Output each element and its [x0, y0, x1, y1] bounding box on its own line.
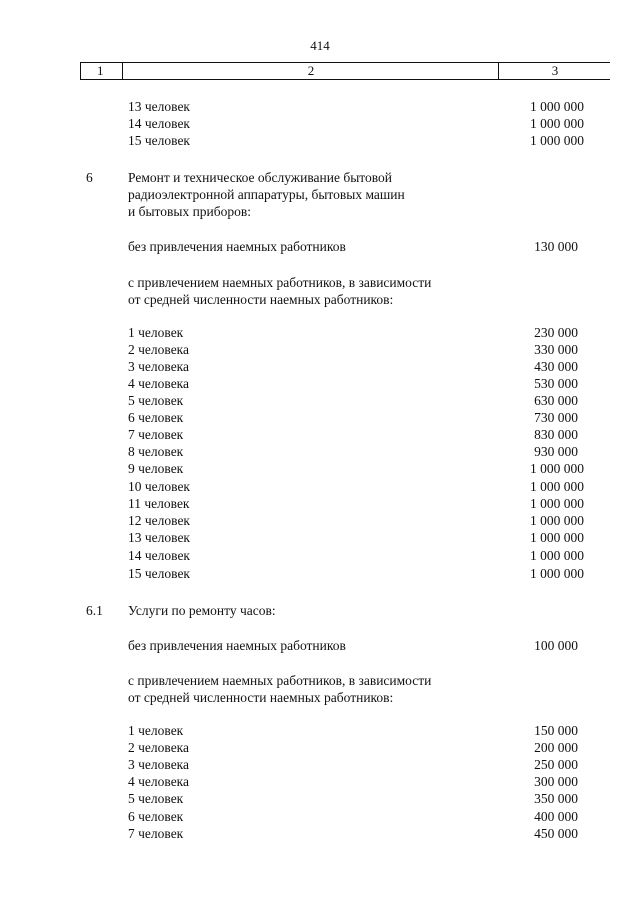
row-value: 1 000 000 [530, 461, 584, 476]
row-value: 1 000 000 [530, 530, 584, 545]
row-label: 6 человек [128, 410, 184, 425]
row-value: 830 000 [534, 427, 578, 442]
table-row [0, 115, 640, 132]
table-row [0, 409, 640, 426]
row-value: 1 000 000 [530, 513, 584, 528]
row-value: 350 000 [534, 791, 578, 806]
row-label: 8 человек [128, 444, 184, 459]
row-value: 300 000 [534, 774, 578, 789]
table-row [0, 443, 640, 460]
row-value: 150 000 [534, 723, 578, 738]
row-value: 250 000 [534, 757, 578, 772]
table-row [0, 808, 640, 825]
table-row [0, 739, 640, 756]
row-label: 10 человек [128, 479, 190, 494]
section-6-title: Ремонт и техническое обслуживание бытовой [128, 170, 393, 185]
table-row [0, 358, 640, 375]
section-6-1-with-employees [0, 689, 640, 706]
row-value: 630 000 [534, 393, 578, 408]
table-row [0, 478, 640, 495]
row-label: 5 человек [128, 791, 184, 806]
table-row [0, 773, 640, 790]
page-number: 414 [310, 38, 330, 53]
without-employees-label: без привлечения наемных работников [128, 638, 346, 653]
row-value: 1 000 000 [530, 496, 584, 511]
without-employees-value: 130 000 [534, 239, 578, 254]
row-label: 14 человек [128, 116, 190, 131]
table-row [0, 722, 640, 739]
row-value: 400 000 [534, 809, 578, 824]
table-row [0, 375, 640, 392]
row-label: 15 человек [128, 133, 190, 148]
table-row [0, 98, 640, 115]
table-row [0, 392, 640, 409]
table-row [0, 825, 640, 842]
without-employees-value: 100 000 [534, 638, 578, 653]
section-6-number: 6 [86, 170, 93, 185]
row-value: 930 000 [534, 444, 578, 459]
section-6-title-line [0, 186, 640, 203]
row-label: 3 человека [128, 757, 190, 772]
row-label: 3 человека [128, 359, 190, 374]
table-row [0, 426, 640, 443]
table-row [0, 790, 640, 807]
row-label: 14 человек [128, 548, 190, 563]
column-1-header: 1 [80, 63, 122, 79]
section-6-1-title-line [0, 602, 640, 619]
row-label: 11 человек [128, 496, 190, 511]
row-label: 2 человека [128, 342, 190, 357]
row-value: 1 000 000 [530, 133, 584, 148]
table-row [0, 565, 640, 582]
row-label: 15 человек [128, 566, 190, 581]
section-6-with-employees [0, 274, 640, 291]
section-6-1-without-employees [0, 637, 640, 654]
row-value: 730 000 [534, 410, 578, 425]
section-6-without-employees [0, 238, 640, 255]
section-6-1-title: Услуги по ремонту часов: [128, 603, 276, 618]
row-label: 7 человек [128, 427, 184, 442]
row-label: 4 человека [128, 774, 190, 789]
section-6-title-line [0, 169, 640, 186]
row-label: 6 человек [128, 809, 184, 824]
row-label: 13 человек [128, 530, 190, 545]
row-value: 450 000 [534, 826, 578, 841]
with-employees-label: от средней численности наемных работников: [128, 292, 394, 307]
column-2-header: 2 [122, 63, 499, 79]
row-label: 13 человек [128, 99, 190, 114]
table-row [0, 512, 640, 529]
row-label: 12 человек [128, 513, 190, 528]
table-row [0, 460, 640, 477]
table-row [0, 341, 640, 358]
section-6-1-number: 6.1 [86, 603, 103, 618]
row-value: 530 000 [534, 376, 578, 391]
row-label: 4 человека [128, 376, 190, 391]
row-label: 9 человек [128, 461, 184, 476]
table-row [0, 132, 640, 149]
table-row [0, 324, 640, 341]
row-label: 2 человека [128, 740, 190, 755]
row-value: 200 000 [534, 740, 578, 755]
column-3-header: 3 [498, 63, 611, 79]
row-value: 430 000 [534, 359, 578, 374]
section-6-title-line [0, 203, 640, 220]
row-value: 330 000 [534, 342, 578, 357]
row-label: 5 человек [128, 393, 184, 408]
column-header-row [80, 62, 610, 80]
table-row [0, 547, 640, 564]
table-row [0, 529, 640, 546]
with-employees-label: от средней численности наемных работников: [128, 690, 394, 705]
section-6-title: радиоэлектронной аппаратуры, бытовых машин [128, 187, 405, 202]
with-employees-label: с привлечением наемных работников, в зависимости [128, 275, 432, 290]
row-label: 7 человек [128, 826, 184, 841]
table-row [0, 756, 640, 773]
row-label: 1 человек [128, 325, 184, 340]
row-value: 1 000 000 [530, 548, 584, 563]
table-row [0, 495, 640, 512]
with-employees-label: с привлечением наемных работников, в зависимости [128, 673, 432, 688]
section-6-with-employees [0, 291, 640, 308]
without-employees-label: без привлечения наемных работников [128, 239, 346, 254]
row-value: 1 000 000 [530, 566, 584, 581]
row-value: 1 000 000 [530, 479, 584, 494]
row-label: 1 человек [128, 723, 184, 738]
row-value: 1 000 000 [530, 116, 584, 131]
row-value: 230 000 [534, 325, 578, 340]
section-6-title: и бытовых приборов: [128, 204, 252, 219]
row-value: 1 000 000 [530, 99, 584, 114]
section-6-1-with-employees [0, 672, 640, 689]
